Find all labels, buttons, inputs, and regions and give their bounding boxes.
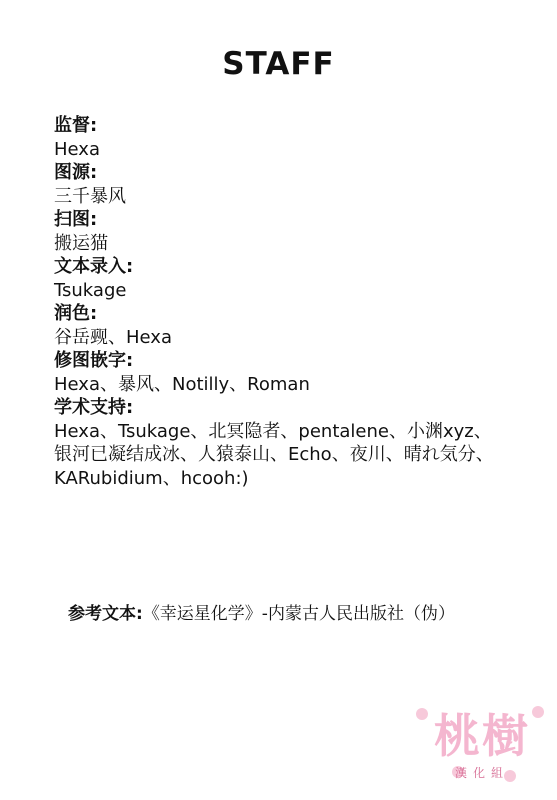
staff-entry	[54, 114, 544, 161]
reference-label: 参考文本:	[68, 604, 143, 624]
staff-entry	[54, 255, 544, 302]
names-line: KARubidium、hcooh:)	[54, 467, 249, 489]
role-label: 监督:	[54, 115, 98, 136]
staff-entry	[54, 208, 544, 255]
staff-list	[54, 114, 544, 490]
staff-entry	[54, 161, 544, 208]
role-label: 图源:	[54, 162, 98, 183]
reference-line	[68, 599, 455, 624]
role-label: 扫图:	[54, 209, 98, 230]
names-line: 谷岳觋、Hexa	[54, 326, 172, 348]
names-line: 银河已凝结成冰、人猿泰山、Echo、夜川、晴れ気分、	[54, 444, 494, 465]
watermark-sub-text: 漢化組	[454, 766, 509, 780]
names-line: 三千暴风	[54, 185, 126, 207]
names-line: Hexa、Tsukage、北冥隐者、pentalene、小渊xyz、	[54, 420, 492, 442]
role-label: 润色:	[54, 303, 98, 324]
group-watermark-logo	[412, 700, 552, 796]
role-label: 学术支持:	[54, 397, 134, 418]
staff-entry	[54, 349, 544, 396]
names-line: Hexa、暴风、Notilly、Roman	[54, 373, 310, 395]
staff-entry	[54, 396, 544, 490]
role-label: 修图嵌字:	[54, 350, 134, 371]
names-line: 搬运猫	[54, 232, 108, 254]
page-title: STAFF	[222, 46, 335, 82]
role-label: 文本录入:	[54, 256, 134, 277]
staff-entry	[54, 302, 544, 349]
names-line: Hexa	[54, 138, 100, 160]
reference-text: 《幸运星化学》-内蒙古人民出版社（伪）	[142, 604, 455, 624]
names-line: Tsukage	[54, 279, 127, 301]
watermark-main-text: 桃樹	[434, 709, 530, 763]
